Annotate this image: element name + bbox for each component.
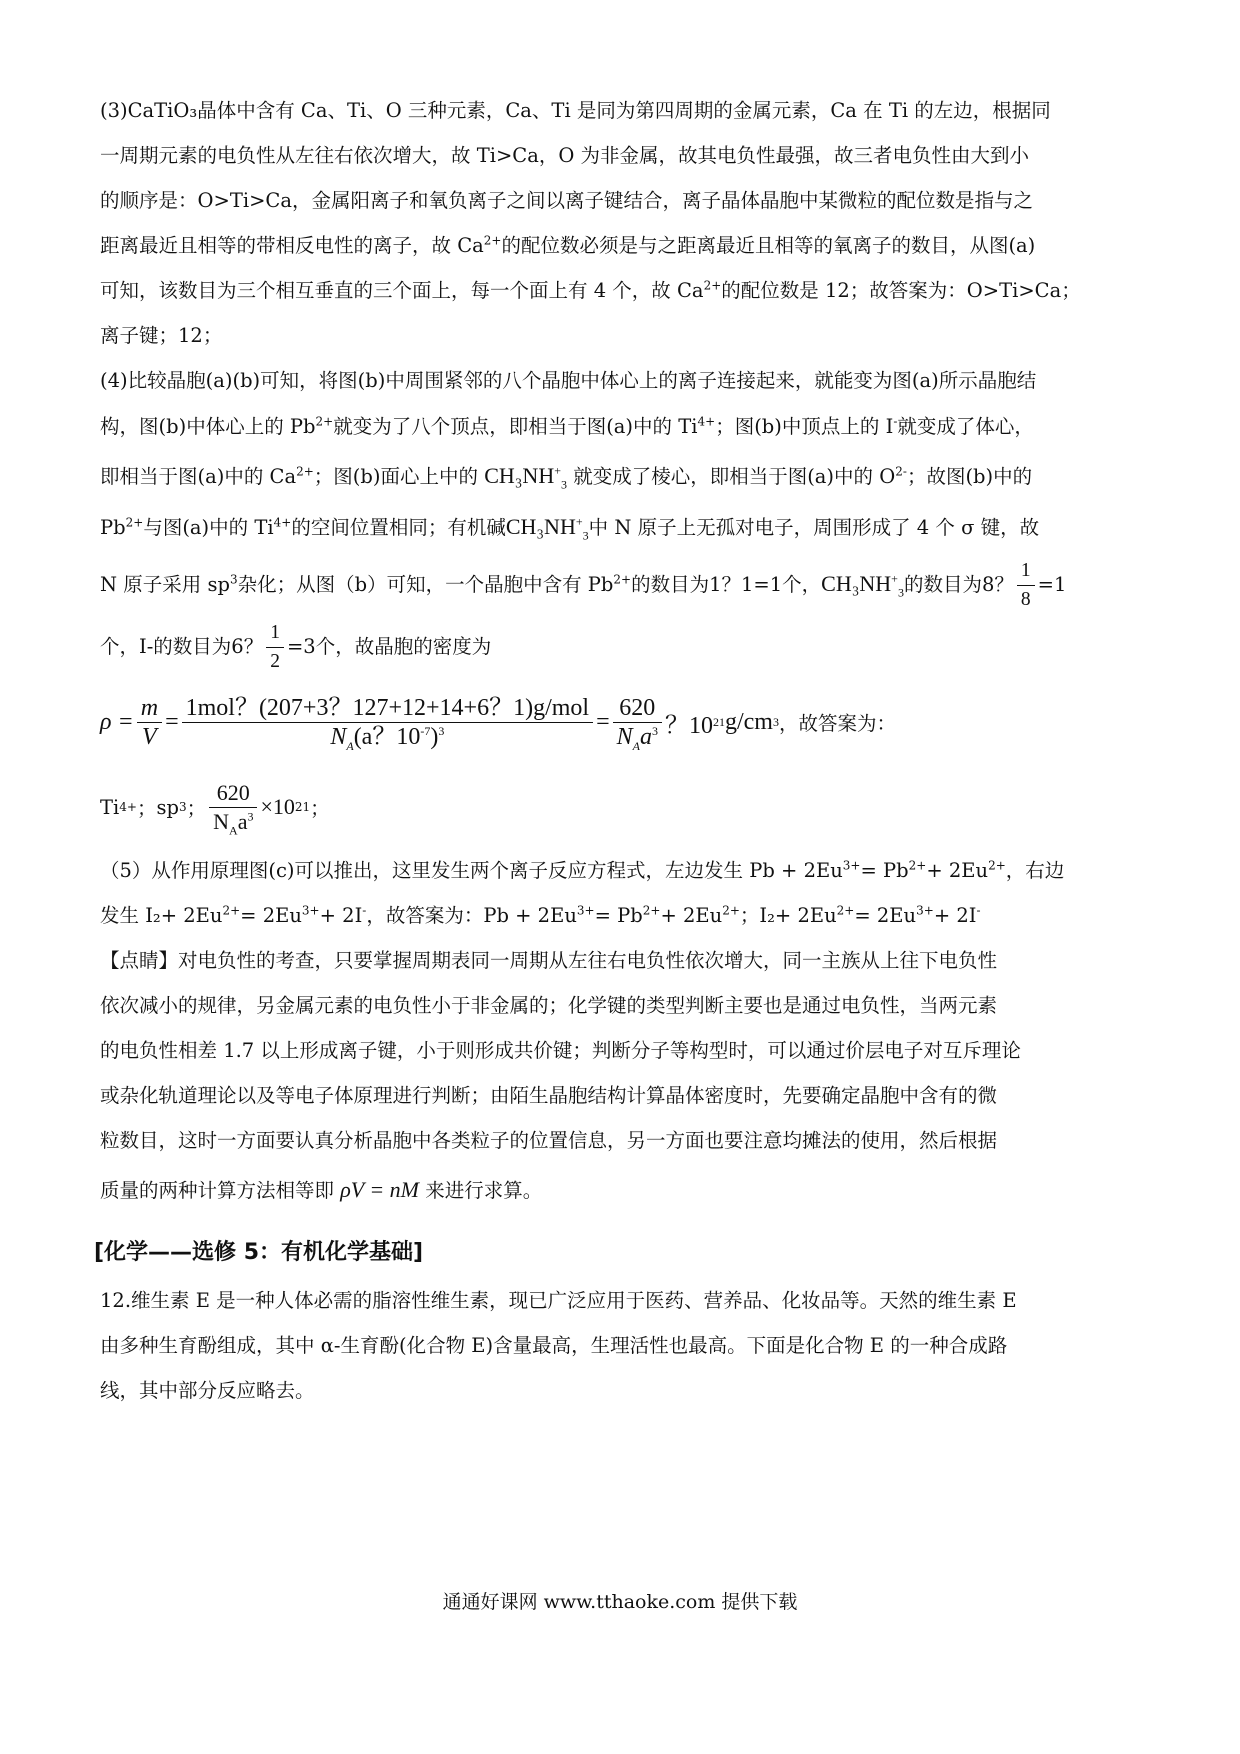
text-line: 发生 $I_2+ 2Eu^{2+}= 2Eu^{3+}+ 2I^-$，故答案为：$Pb + 2Eu^{3+}= Pb^{2+}+ 2Eu^{2+}$；$I_2+ 2Eu^{2+}= 2Eu^{3+}+ 2I^-$: [100, 903, 981, 927]
text-line: 依次减小的规律，另金属元素的电负性小于非金属的；化学键的类型判断主要也是通过电负性，当两元素: [100, 994, 998, 1017]
text-line: 粒数目，这时一方面要认真分析晶胞中各类粒子的位置信息，另一方面也要注意均摊法的使用，然后根据: [100, 1129, 998, 1152]
text-line: 构，图(b)中体心上的 $Pb^{2+}$就变为了八个顶点，即相当于图(a)中的 $Ti^{4+}$；图(b)中顶点上的 I-就变成了体心，: [100, 414, 1034, 438]
text-line: (4)比较晶胞(a)(b)可知，将图(b)中周围紧邻的八个晶胞中体心上的离子连接起来，就能变为图(a)所示晶胞结: [100, 369, 1037, 392]
q5-paragraph: [100, 848, 1140, 938]
q4-paragraph: [100, 358, 1140, 678]
fraction-one-half: $\frac{1}{2}$: [266, 619, 284, 676]
text-line: 【点睛】对电负性的考查，只要掌握周期表同一周期从左往右电负性依次增大，同一主族从上往下电负性: [100, 949, 998, 972]
answer-line: Ti 4+ ； sp 3 ； $\frac{620}{N_Aa^3}$ ×10 21 ；: [100, 779, 330, 837]
fraction-m-over-v: $\frac{m}{V}$: [137, 694, 162, 751]
text-line: 线，其中部分反应略去。: [100, 1379, 315, 1402]
page-footer: 通通好课网 www.tthaoke.com 提供下载: [442, 1591, 798, 1613]
text-line: 一周期元素的电负性从左往右依次增大，故 Ti>Ca，O 为非金属，故其电负性最强，故三者电负性由大到小: [100, 144, 1030, 167]
text-line: $Pb^{2+}$与图(a)中的 $Ti^{4+}$的空间位置相同；有机碱$CH_3NH^+_3$中 N 原子上无孤对电子，周围形成了 4 个 σ 键，故: [100, 514, 1040, 543]
text-line: 由多种生育酚组成，其中 α-生育酚(化合物 E)含量最高，生理活性也最高。下面是化合物 E 的一种合成路: [100, 1334, 1008, 1357]
ch3nh3-formula: $CH_3NH^+_3$: [505, 514, 589, 543]
q12-paragraph: [100, 1278, 1140, 1413]
text-line: 的顺序是：O>Ti>Ca，金属阳离子和氧负离子之间以离子键结合，离子晶体晶胞中某微粒的配位数是指与之: [100, 189, 1033, 212]
note-paragraph: [100, 938, 1140, 1218]
fraction-one-eighth: $\frac{1}{8}$: [1017, 557, 1035, 614]
text-line: (3)CaTiO₃晶体中含有 Ca、Ti、O 三种元素，Ca、Ti 是同为第四周期的金属元素，Ca 在 Ti 的左边，根据同: [100, 99, 1051, 122]
q3-paragraph: [100, 88, 1140, 358]
ch3nh3-formula: $CH_3NH^+_3$: [484, 463, 567, 492]
section-title: [化学——选修 5：有机化学基础]: [94, 1240, 424, 1265]
ch3nh3-formula: $CH_3NH^+_3$: [821, 571, 904, 600]
text-line: 的电负性相差 1.7 以上形成离子键，小于则形成共价键；判断分子等构型时，可以通过价层电子对互斥理论: [100, 1039, 1021, 1062]
document-page: [94, 88, 1140, 1413]
text-line: 距离最近且相等的带相反电性的离子，故 $Ca^{2+}$的配位数必须是与之距离最近且相等的氧离子的数目，从图(a): [100, 233, 1036, 257]
fraction-result: $\frac{620}{N_Aa^3}$: [613, 694, 662, 751]
text-line: 离子键；12；: [100, 324, 223, 347]
text-line: 可知，该数目为三个相互垂直的三个面上，每一个面上有 4 个，故 $Ca^{2+}$的配位数是 12；故答案为：O>Ti>Ca；: [100, 278, 1081, 302]
text-line: 12.维生素 E 是一种人体必需的脂溶性维生素，现已广泛应用于医药、营养品、化妆品等。天然的维生素 E: [100, 1289, 1017, 1312]
text-line: 或杂化轨道理论以及等电子体原理进行判断；由陌生晶胞结构计算晶体密度时，先要确定晶胞中含有的微: [100, 1084, 998, 1107]
text-line: N 原子采用 $sp^3$杂化；从图（b）可知，一个晶胞中含有 $Pb^{2+}$的数目为1？1=1个，$CH_3NH^+_3$的数目为8？ $\frac{1}{8}$ =1: [100, 553, 1140, 616]
fraction-answer: $\frac{620}{N_Aa^3}$: [209, 779, 257, 836]
text-line: 即相当于图(a)中的 $Ca^{2+}$；图(b)面心上中的 $CH_3NH^+_3$ 就变成了棱心，即相当于图(a)中的 $O^{2-}$；故图(b)中的: [100, 463, 1033, 492]
text-line: 个，I-的数目为6？ $\frac{1}{2}$ =3个，故晶胞的密度为: [100, 616, 1140, 678]
fraction-mass-over-volume: $\frac{\text{1mol？(207+3？127+12+14+6？1)g/mol}}{N_A(a?10^{-7})^3}$: [182, 694, 593, 751]
density-formula: ρ = $\frac{m}{V}$ = $\frac{\text{1mol？(207+3？127+12+14+6？1)g/mol}}{N_A(a?10^{-7})^3}$ = $\frac{620}{N_Aa^3}$ ？10 21 g/cm 3 ，故答案为：: [100, 694, 896, 753]
text-line: （5）从作用原理图(c)可以推出，这里发生两个离子反应方程式，左边发生 $Pb + 2Eu^{3+}= Pb^{2+}+ 2Eu^{2+}$，右边: [100, 858, 1065, 882]
text-line: 质量的两种计算方法相等即 ρV = nM 来进行求算。: [100, 1177, 543, 1202]
